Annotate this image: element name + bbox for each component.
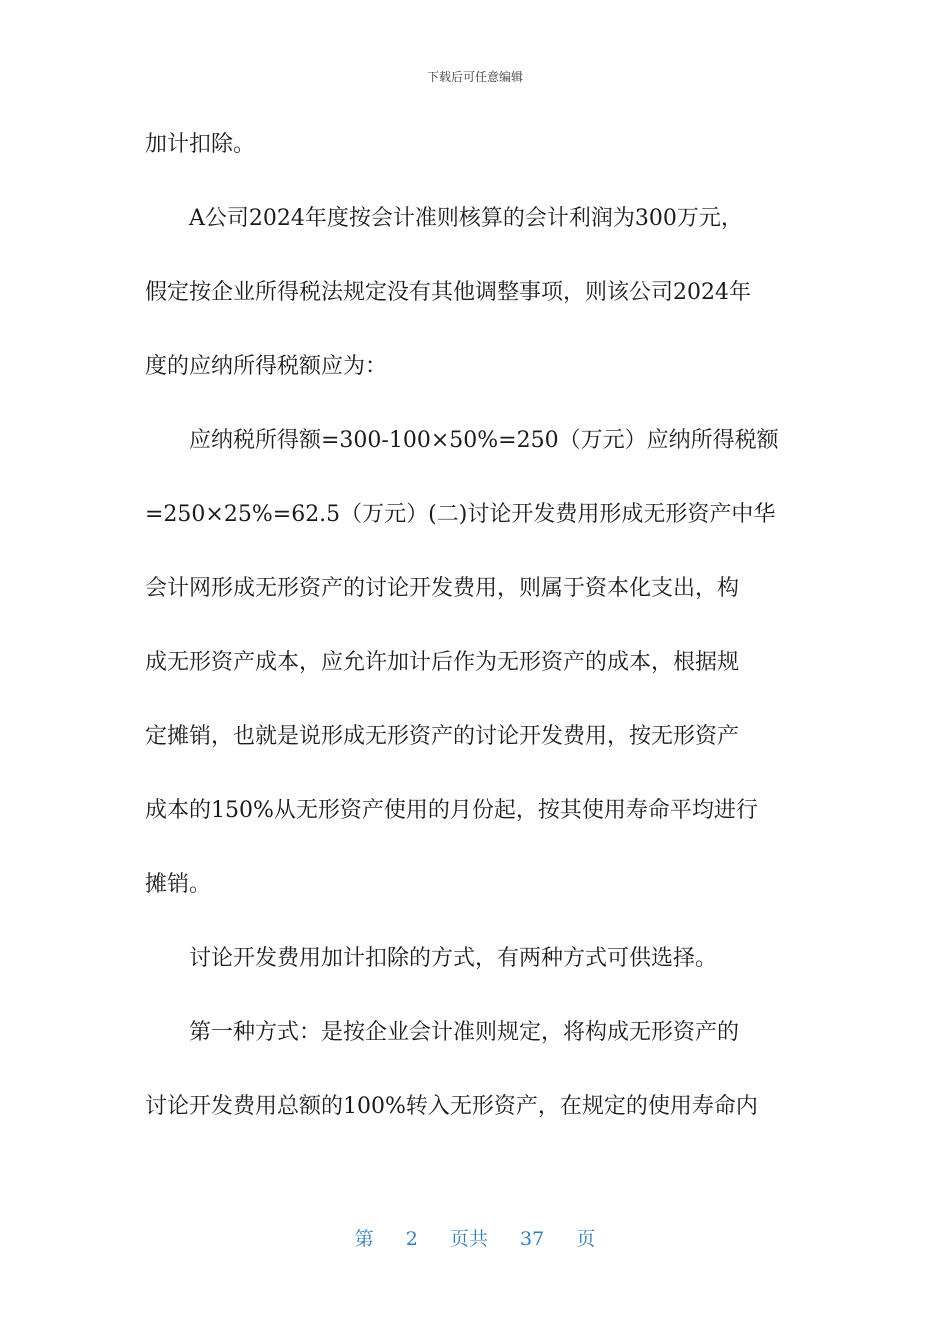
text-line: 成本的150%从无形资产使用的月份起，按其使用寿命平均进行 <box>145 798 758 823</box>
text-line: 应纳税所得额=300-100×50%=250（万元）应纳所得税额 <box>145 428 779 453</box>
header-note: 下载后可任意编辑 <box>426 70 523 84</box>
document-body <box>145 118 805 1154</box>
text-line: =250×25%=62.5（万元）(二)讨论开发费用形成无形资产中华 <box>145 502 776 527</box>
text-line: 会计网形成无形资产的讨论开发费用，则属于资本化支出，构 <box>145 576 740 601</box>
text-line: 定摊销，也就是说形成无形资产的讨论开发费用，按无形资产 <box>145 724 740 749</box>
page-total: 37 <box>520 1228 545 1250</box>
text-line: 讨论开发费用加计扣除的方式，有两种方式可供选择。 <box>145 946 718 971</box>
page-suffix: 页 <box>576 1228 596 1250</box>
text-line: A公司2024年度按会计准则核算的会计利润为300万元， <box>145 206 743 231</box>
text-line: 第一种方式：是按企业会计准则规定，将构成无形资产的 <box>145 1020 740 1045</box>
text-line: 摊销。 <box>145 872 212 897</box>
page-prefix: 第 <box>354 1228 374 1250</box>
text-line: 度的应纳所得税额应为： <box>145 354 388 379</box>
page-mid: 页共 <box>449 1228 488 1250</box>
page-footer <box>0 1224 950 1251</box>
text-line: 讨论开发费用总额的100%转入无形资产，在规定的使用寿命内 <box>145 1094 758 1119</box>
text-line: 假定按企业所得税法规定没有其他调整事项，则该公司2024年 <box>145 280 751 305</box>
text-line: 成无形资产成本，应允许加计后作为无形资产的成本，根据规 <box>145 650 740 675</box>
page-current: 2 <box>405 1228 418 1250</box>
text-line: 加计扣除。 <box>145 132 256 157</box>
